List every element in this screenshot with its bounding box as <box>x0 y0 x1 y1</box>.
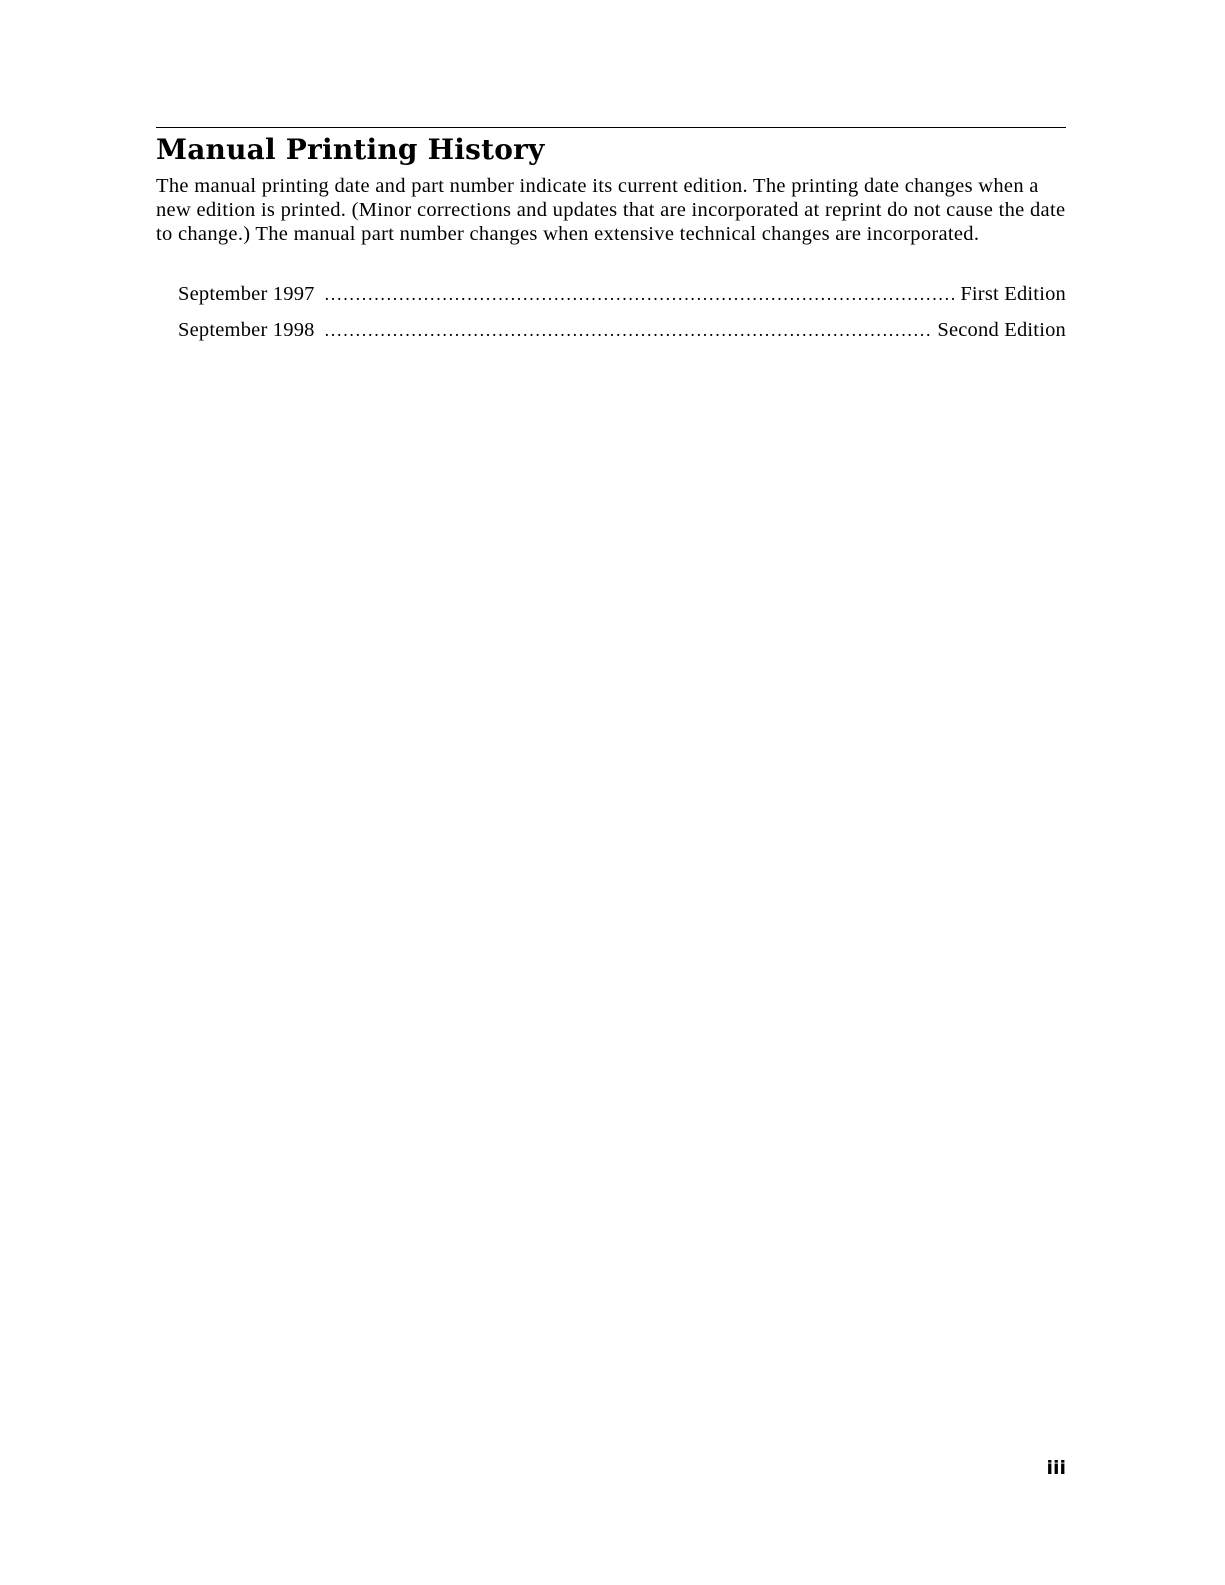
dot-leader <box>325 318 932 342</box>
intro-paragraph: The manual printing date and part number indicate its current edition. The printing date changes when a new edition is printed. (Minor corrections and updates that are incorporated at reprint do not cause the date to change.) The manual part number changes when extensive technical changes are incorporated. <box>156 175 1066 245</box>
printing-history-list <box>178 282 1066 354</box>
history-entry-2 <box>178 318 1066 354</box>
section-top-rule <box>156 127 1066 128</box>
section-title: Manual Printing History <box>156 133 545 166</box>
page-number: iii <box>1046 1457 1066 1479</box>
dot-leader <box>325 282 955 306</box>
history-entry-1 <box>178 282 1066 318</box>
history-edition: First Edition <box>960 283 1066 305</box>
history-date: September 1997 <box>178 283 315 305</box>
history-date: September 1998 <box>178 319 315 341</box>
history-edition: Second Edition <box>937 319 1066 341</box>
